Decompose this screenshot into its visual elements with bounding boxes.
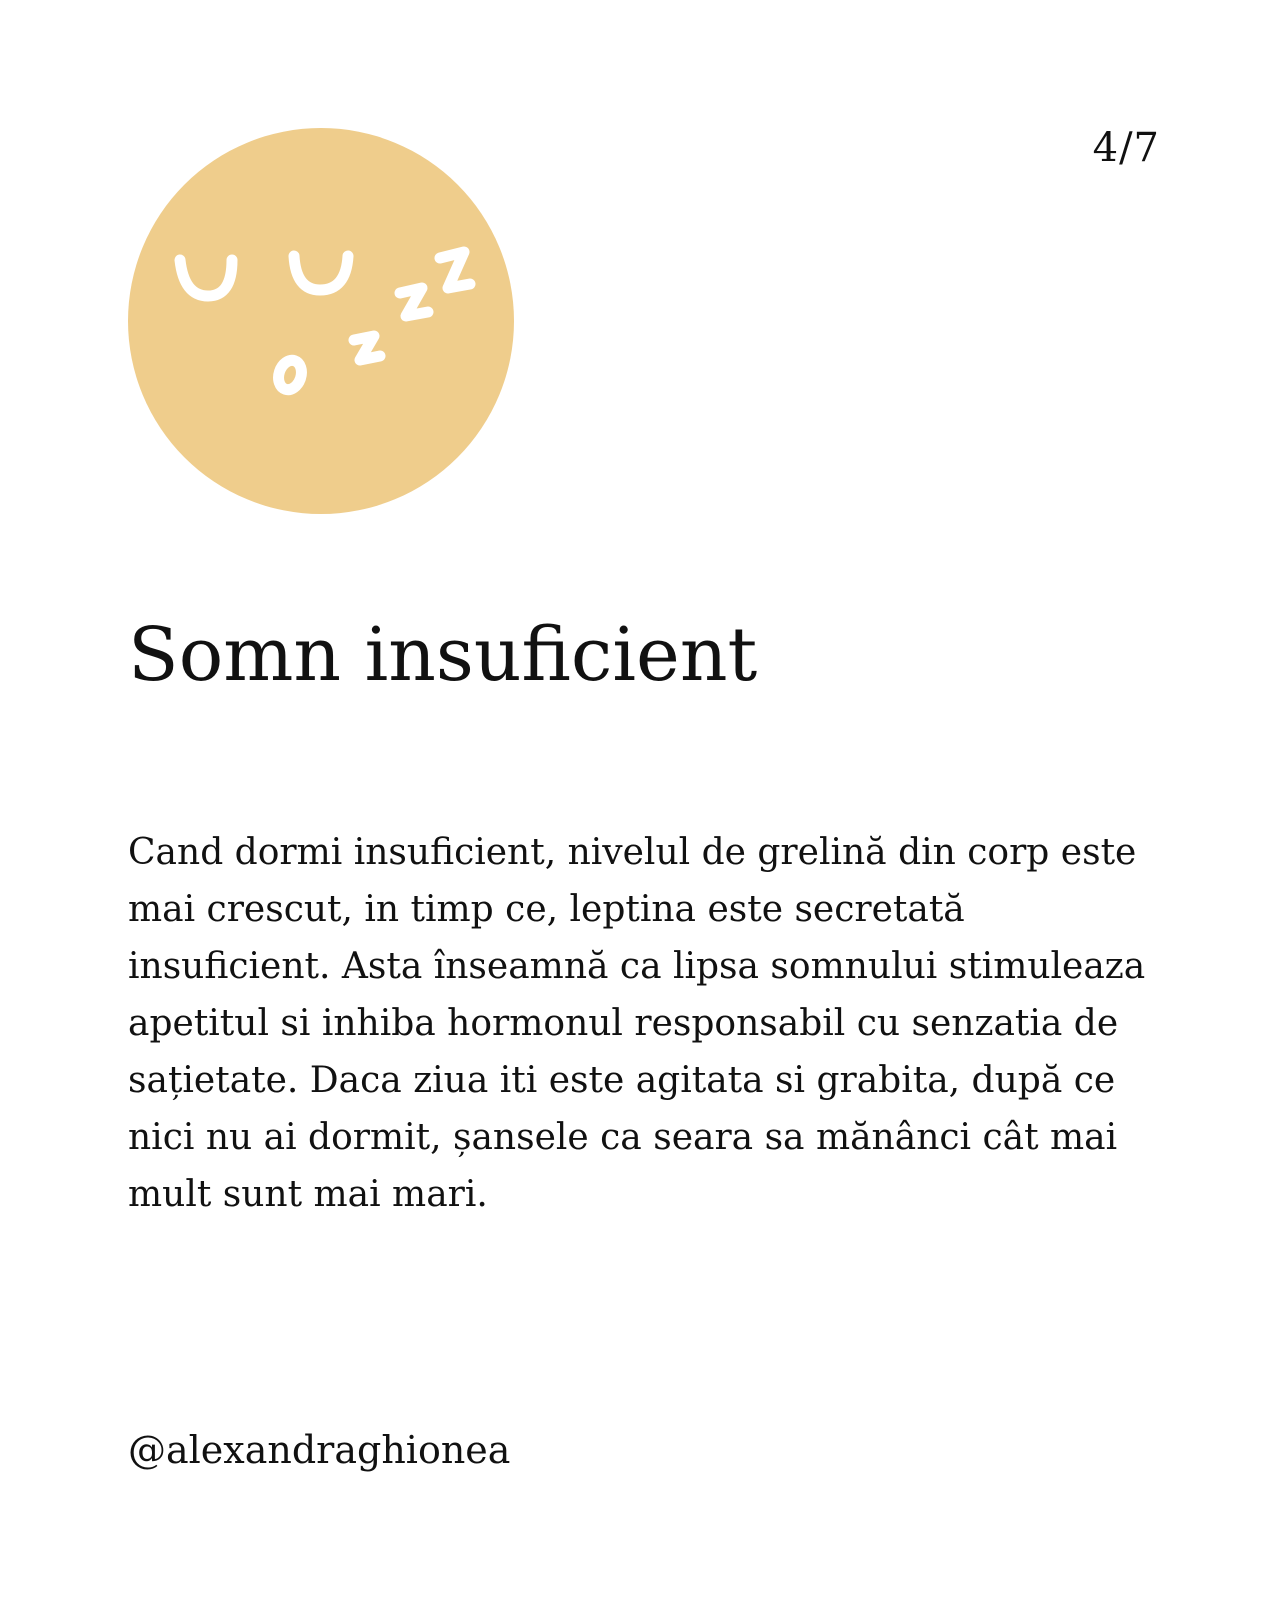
page-counter: 4/7 [1092,125,1160,171]
page-title: Somn insuficient [128,612,758,698]
body-paragraph: Cand dormi insuficient, nivelul de grelină din corp este mai crescut, in timp ce, leptina este secretată insuficient. Asta înseamnă ca lipsa somnului stimuleaza apetitul si inhiba hormonul responsabil cu senzatia de sațietate. Daca ziua iti este agitata si grabita, după ce nici nu ai dormit, șansele ca seara sa mănânci cât mai mult sunt mai mari. [128,832,1146,1215]
author-handle: @alexandraghionea [128,1428,511,1472]
sleeping-face-icon [128,128,514,514]
